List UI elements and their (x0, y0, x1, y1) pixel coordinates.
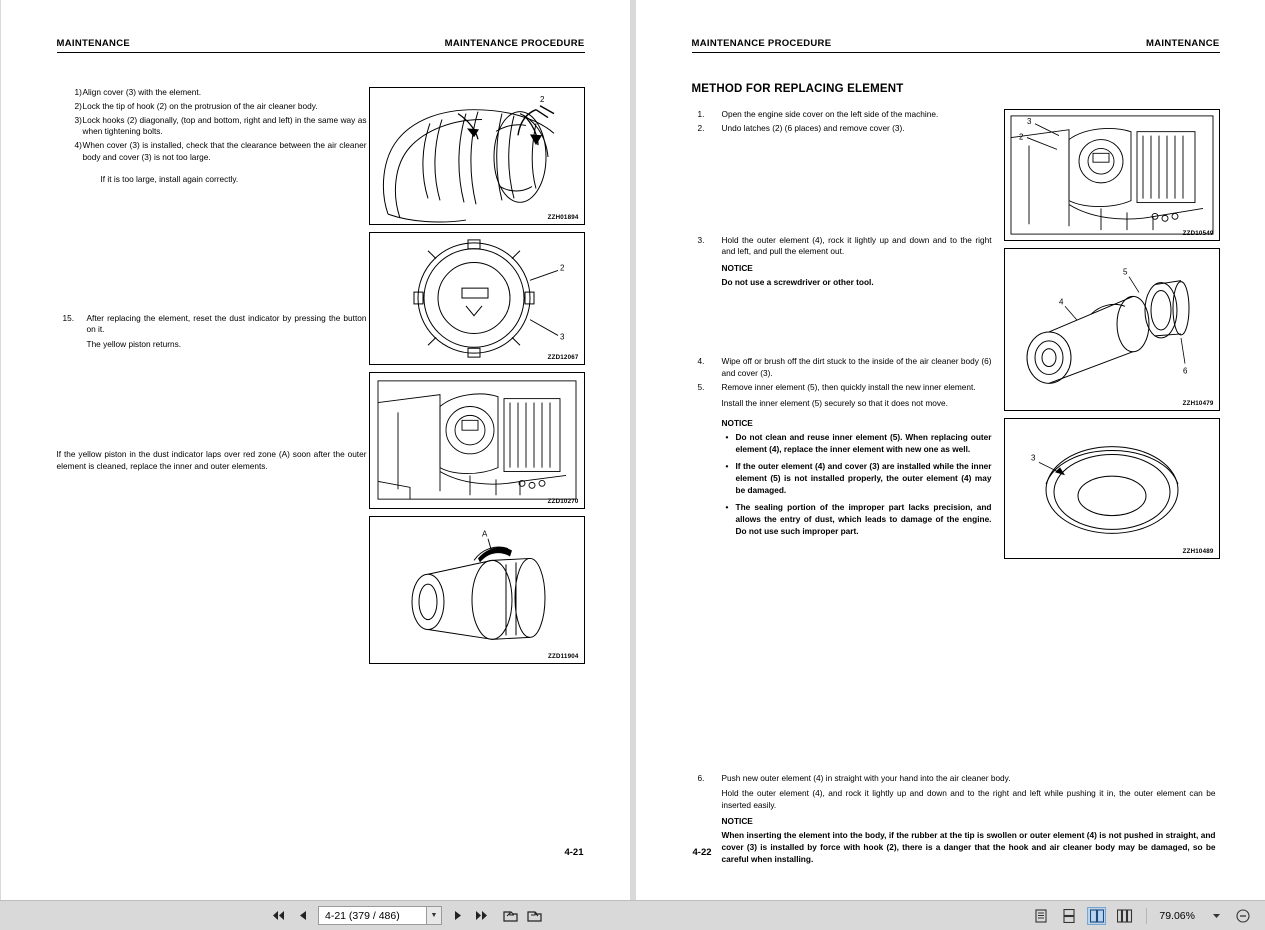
svg-text:2: 2 (1018, 132, 1023, 142)
svg-text:6: 6 (1182, 366, 1187, 376)
list-text: Align cover (3) with the element. (82, 87, 202, 97)
figure-code: ZZH01894 (547, 214, 579, 221)
viewer-toolbar (0, 900, 1265, 930)
figure-engine-compartment (369, 372, 585, 509)
bullet-text: If the outer element (4) and cover (3) are installed while the inner element (5) is not installed properly, the outer element (4) may be damaged. (735, 460, 992, 495)
list-marker: 2) (74, 100, 82, 111)
step-15-note: The yellow piston returns. (86, 339, 182, 350)
list-item (692, 123, 992, 135)
list-item (57, 101, 367, 113)
list-text: Wipe off or brush off the dirt stuck to the inside of the air cleaner body (6) and cover (3). (721, 356, 992, 378)
previous-page-icon[interactable] (294, 907, 311, 924)
note-after-steps: If it is too large, install again correctly. (100, 173, 239, 184)
page-number-right: 4-22 (692, 847, 712, 858)
page-number-value: 4-21 (379 / 486) (325, 909, 400, 922)
right-figure-column (1004, 109, 1220, 566)
figure-dust-indicator (369, 516, 585, 664)
list-item (722, 460, 992, 496)
right-full-width-block (692, 773, 1216, 865)
list-item (57, 140, 367, 164)
figure-code: ZZD11904 (548, 653, 579, 660)
section-title: METHOD FOR REPLACING ELEMENT (691, 83, 904, 95)
bullet-icon: • (725, 460, 729, 471)
figure-engine-side-cover (1004, 109, 1220, 241)
figure-cover-inner (1004, 418, 1220, 559)
single-page-view-icon[interactable] (1031, 907, 1050, 925)
list-marker: 2. (697, 122, 705, 133)
svg-text:3: 3 (1030, 453, 1035, 463)
zoom-dropdown-icon[interactable] (1208, 907, 1225, 924)
step-5-note: Install the inner element (5) securely so that it does not move. (721, 398, 948, 409)
figure-element-removal (1004, 248, 1220, 411)
svg-text:5: 5 (1122, 267, 1127, 277)
two-up-cover-view-icon[interactable] (1115, 907, 1134, 925)
list-text: Open the engine side cover on the left side of the machine. (721, 109, 939, 119)
svg-text:2: 2 (539, 94, 544, 104)
list-marker: 1. (697, 109, 705, 119)
header-left-text: MAINTENANCE PROCEDURE (691, 38, 832, 49)
left-text-column (57, 87, 367, 472)
list-marker: 5. (697, 381, 705, 392)
running-header-left (57, 38, 585, 53)
header-left-text: MAINTENANCE (56, 38, 130, 49)
list-text: Undo latches (2) (6 places) and remove cover (3). (721, 122, 905, 133)
list-item (692, 356, 992, 380)
list-text: Lock hooks (2) diagonally, (top and bottom, right and left) in the same way as when tightening bolts. (82, 114, 367, 137)
step-6-note: Hold the outer element (4), and rock it lightly up and down and to the right and left while pushing it in, the outer element can be inserted easily. (721, 787, 1216, 810)
notice-label: NOTICE (721, 263, 753, 274)
notice-text: When inserting the element into the body, if the rubber at the tip is swollen or outer element (4) is not pushed in straight, and cover (3) is installed by force with hook (2), there is a danger that the hook and air cleaner body may be damaged, so be careful when installing. (721, 829, 1216, 864)
bullet-text: Do not clean and reuse inner element (5). When replacing outer element (4), replace the inner element with new one as well. (735, 431, 992, 454)
figure-code: ZZH10479 (1182, 400, 1214, 407)
figure-code: ZZD12067 (547, 354, 579, 361)
two-up-view-icon[interactable] (1087, 907, 1106, 925)
last-page-icon[interactable] (473, 907, 490, 924)
list-item (722, 431, 992, 455)
figure-cover-front (369, 232, 585, 365)
list-item (57, 115, 367, 139)
list-text: Hold the outer element (4), rock it lightly up and down and to the right and left, and pull the element out. (721, 234, 992, 257)
notice-bullet-list (692, 431, 992, 537)
previous-view-icon[interactable] (502, 907, 519, 924)
bullet-text: The sealing portion of the improper part lacks precision, and allows the entry of dust, which leads to damage of the engine. Do not use such improper part. (735, 501, 992, 536)
list-item (692, 109, 992, 121)
running-header-right (692, 38, 1220, 53)
list-text: Push new outer element (4) in straight with your hand into the air cleaner body. (721, 773, 1011, 783)
list-text: When cover (3) is installed, check that the clearance between the air cleaner body and cover (3) is not too large. (82, 140, 367, 162)
closing-paragraph: If the yellow piston in the dust indicator laps over red zone (A) soon after the outer element is cleaned, replace the inner and outer elements. (56, 449, 367, 472)
list-item (722, 501, 992, 537)
list-text: Remove inner element (5), then quickly install the new inner element. (721, 381, 976, 392)
continuous-view-icon[interactable] (1059, 907, 1078, 925)
zoom-out-icon[interactable] (1234, 907, 1251, 924)
list-marker: 1) (74, 87, 82, 97)
first-page-icon[interactable] (270, 907, 287, 924)
toolbar-view-group (1031, 907, 1251, 925)
bullet-icon: • (725, 431, 729, 442)
list-text: Lock the tip of hook (2) on the protrusion of the air cleaner body. (82, 100, 318, 111)
svg-text:3: 3 (559, 332, 564, 342)
figure-code: ZZH10489 (1182, 548, 1214, 555)
next-view-icon[interactable] (526, 907, 543, 924)
left-figure-column (369, 87, 585, 671)
bullet-icon: • (725, 501, 729, 512)
page-number-left: 4-21 (564, 847, 584, 858)
header-right-text: MAINTENANCE (1146, 38, 1220, 49)
list-marker: 4) (74, 140, 82, 151)
list-marker: 4. (697, 356, 705, 367)
figure-code: ZZD10270 (547, 498, 579, 505)
list-marker: 6. (697, 773, 705, 783)
header-right-text: MAINTENANCE PROCEDURE (444, 38, 585, 49)
notice-label: NOTICE (721, 417, 753, 428)
svg-text:A: A (481, 529, 487, 539)
zoom-level-label: 79.06% (1159, 909, 1195, 922)
list-marker: 15. (62, 312, 75, 323)
next-page-icon[interactable] (449, 907, 466, 924)
svg-text:3: 3 (1026, 116, 1031, 126)
chevron-down-icon[interactable]: ▼ (426, 907, 441, 924)
right-text-column (692, 109, 992, 542)
document-page-right[interactable] (636, 0, 1265, 902)
svg-text:4: 4 (1058, 297, 1063, 307)
toolbar-navigation-group (270, 906, 543, 925)
notice-text: Do not use a screwdriver or other tool. (721, 277, 874, 288)
page-number-input[interactable] (318, 906, 442, 925)
svg-text:2: 2 (559, 263, 564, 273)
list-item (57, 87, 367, 99)
list-item (692, 235, 992, 259)
figure-air-cleaner-hook (369, 87, 585, 225)
figure-code: ZZD10549 (1182, 230, 1214, 237)
list-item (692, 773, 1216, 785)
list-marker: 3. (697, 234, 705, 245)
list-marker: 3) (74, 114, 82, 125)
document-page-left[interactable] (1, 0, 630, 902)
toolbar-divider (1146, 908, 1147, 924)
list-item-15 (57, 313, 367, 337)
list-item (692, 382, 992, 394)
list-text: After replacing the element, reset the dust indicator by pressing the button on it. (86, 312, 367, 335)
notice-label: NOTICE (721, 815, 753, 826)
